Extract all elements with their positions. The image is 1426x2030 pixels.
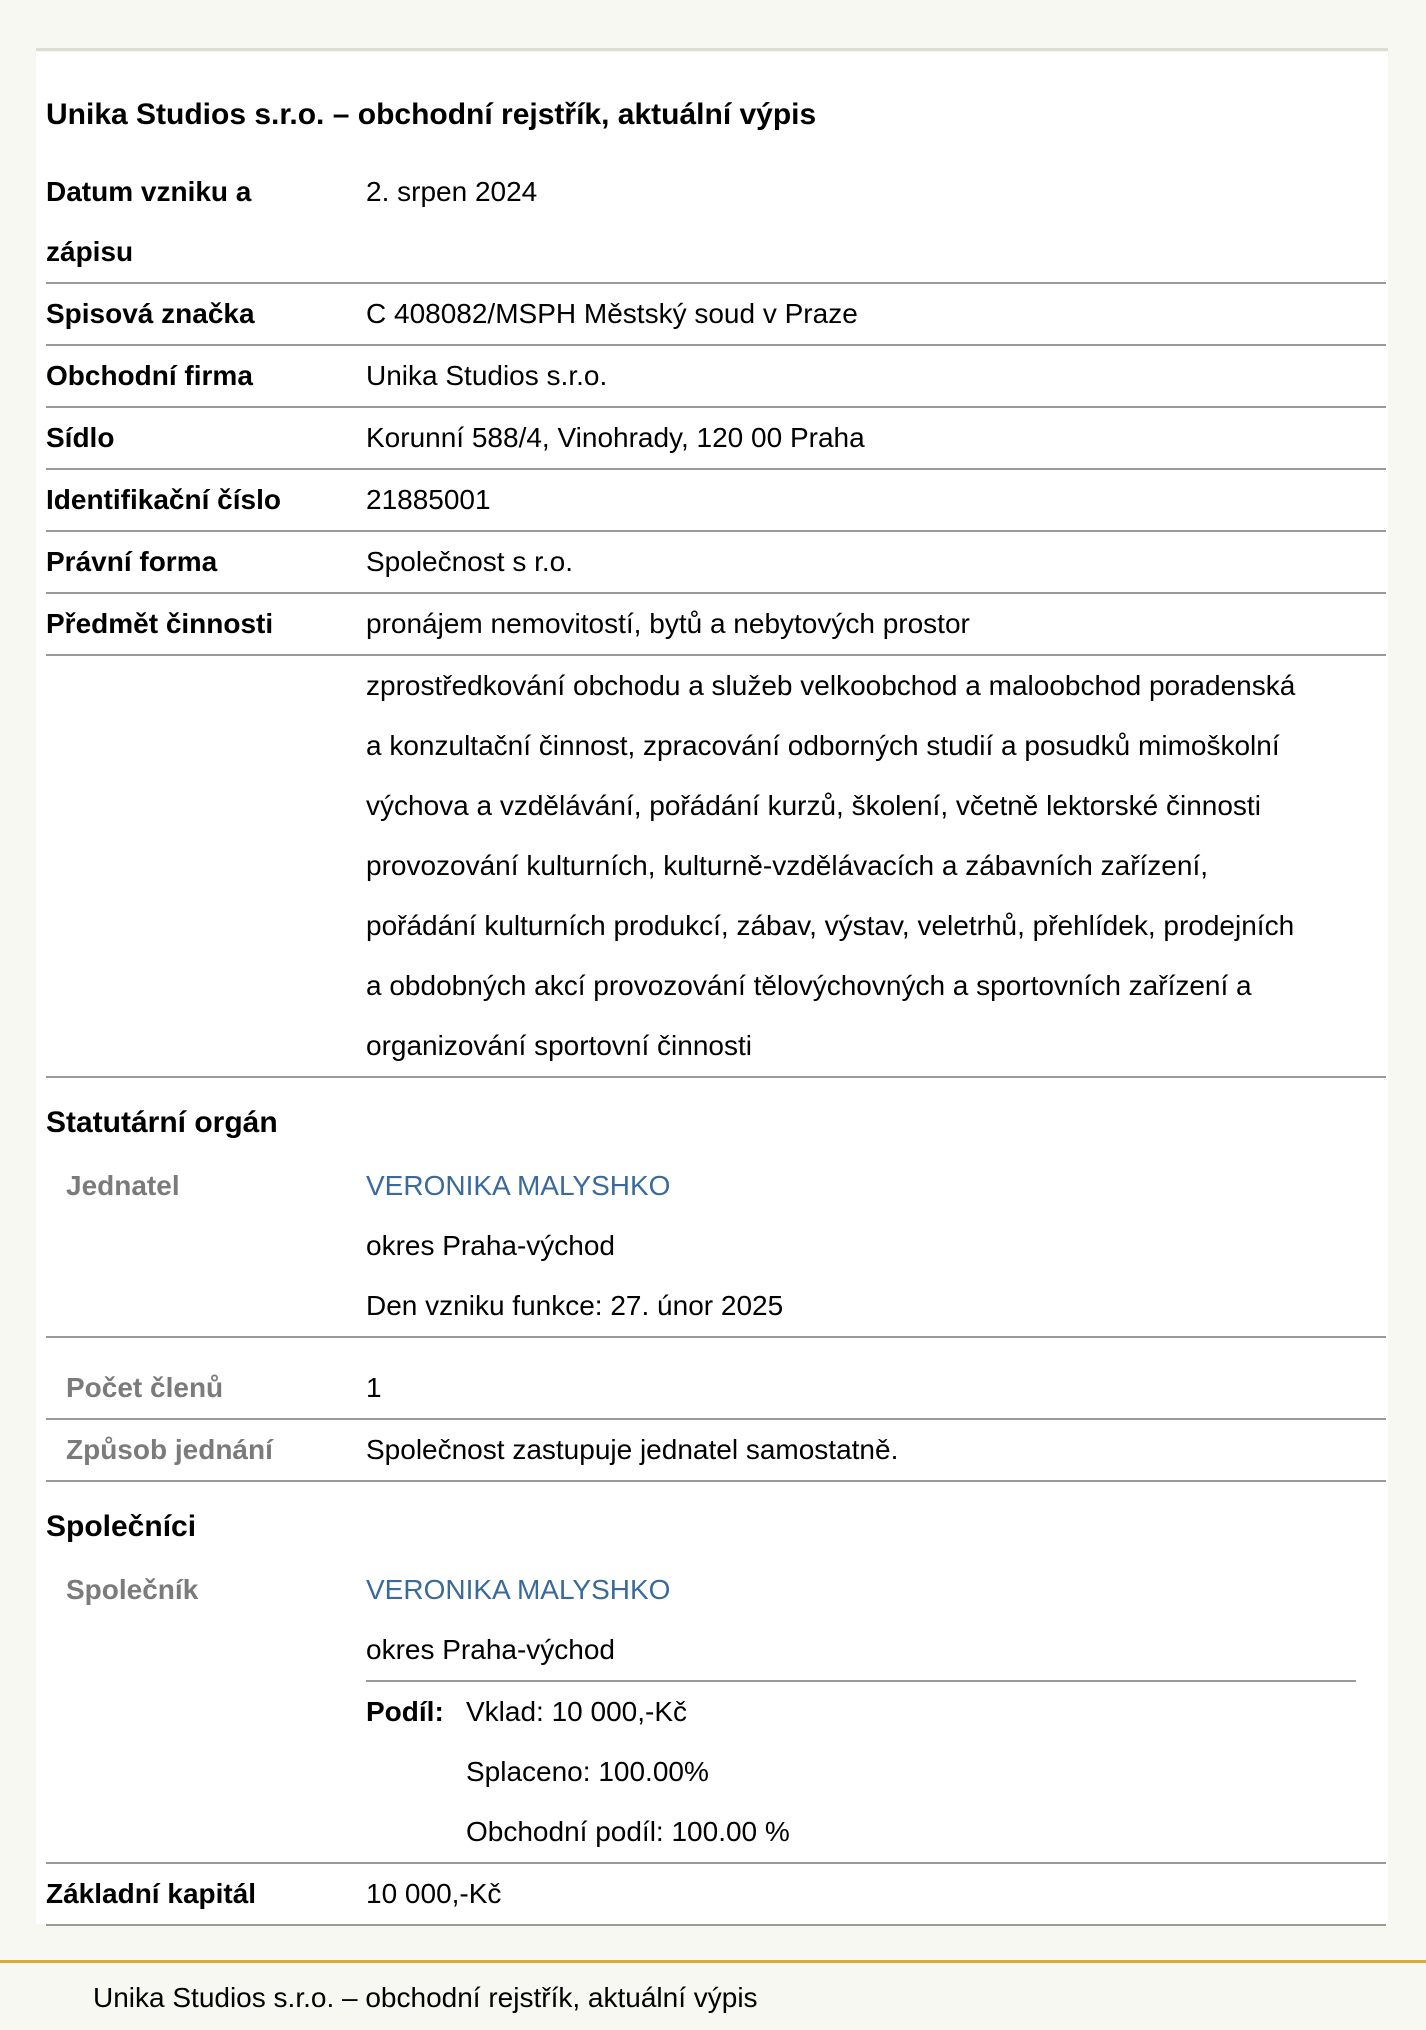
spolecnik-okres: okres Praha-východ bbox=[366, 1634, 616, 1665]
row-sidlo bbox=[46, 408, 1386, 470]
value-jednatel bbox=[366, 1156, 1386, 1336]
predmet-line: pořádání kulturních produkcí, zábav, výstav, veletrhů, přehlídek, prodejních bbox=[366, 910, 1295, 941]
value-datum-vzniku: 2. srpen 2024 bbox=[366, 176, 538, 207]
row-spolecnik bbox=[46, 1560, 1386, 1864]
row-predmet-cinnosti bbox=[46, 594, 1386, 656]
label-identifikacni-cislo: Identifikační číslo bbox=[46, 484, 281, 515]
value-zpusob-jednani: Společnost zastupuje jednatel samostatně. bbox=[366, 1434, 899, 1465]
spolecnik-name-link[interactable]: VERONIKA MALYSHKO bbox=[366, 1574, 671, 1605]
footer-title: Unika Studios s.r.o. – obchodní rejstřík, aktuální výpis bbox=[93, 1982, 758, 2013]
predmet-line: zprostředkování obchodu a služeb velkoobchod a maloobchod poradenská bbox=[366, 670, 1296, 701]
label-pravni-forma: Právní forma bbox=[46, 546, 218, 577]
podil-block bbox=[366, 1680, 1356, 1862]
podil-label: Podíl: bbox=[366, 1696, 444, 1727]
label-jednatel: Jednatel bbox=[66, 1170, 180, 1201]
label-sidlo: Sídlo bbox=[46, 422, 115, 453]
label-spolecnik: Společník bbox=[66, 1574, 199, 1605]
value-spolecnik bbox=[366, 1560, 1386, 1862]
value-sidlo: Korunní 588/4, Vinohrady, 120 00 Praha bbox=[366, 422, 865, 453]
row-datum-vzniku bbox=[46, 162, 1386, 284]
row-spisova-znacka bbox=[46, 284, 1386, 346]
predmet-line: provozování kulturních, kulturně-vzdělávacích a zábavních zařízení, bbox=[366, 850, 1208, 881]
row-zakladni-kapital bbox=[46, 1864, 1386, 1926]
value-spisova-znacka: C 408082/MSPH Městský soud v Praze bbox=[366, 298, 858, 329]
predmet-line: organizování sportovní činnosti bbox=[366, 1030, 752, 1061]
podil-obchodni-podil: Obchodní podíl: 100.00 % bbox=[466, 1816, 790, 1847]
label-datum-vzniku-line1: Datum vzniku a bbox=[46, 176, 252, 207]
section-heading-spolecnici: Společníci bbox=[46, 1510, 197, 1543]
label-empty bbox=[46, 656, 366, 1076]
value-predmet-cinnosti-1: pronájem nemovitostí, bytů a nebytových prostor bbox=[366, 608, 970, 639]
row-identifikacni-cislo bbox=[46, 470, 1386, 532]
predmet-line: a konzultační činnost, zpracování odborných studií a posudků mimoškolní bbox=[366, 730, 1280, 761]
registry-extract-card bbox=[36, 52, 1388, 1924]
top-divider bbox=[36, 48, 1388, 51]
label-zpusob-jednani: Způsob jednání bbox=[66, 1434, 273, 1465]
podil-splaceno: Splaceno: 100.00% bbox=[466, 1756, 709, 1787]
podil-vklad: Vklad: 10 000,-Kč bbox=[466, 1696, 688, 1727]
predmet-line: výchova a vzdělávání, pořádání kurzů, školení, včetně lektorské činnosti bbox=[366, 790, 1261, 821]
row-pocet-clenu bbox=[46, 1358, 1386, 1420]
row-predmet-cinnosti-continued bbox=[46, 656, 1386, 1078]
label-predmet-cinnosti: Předmět činnosti bbox=[46, 608, 274, 639]
section-heading-statutarni-organ: Statutární orgán bbox=[46, 1106, 278, 1139]
row-obchodni-firma bbox=[46, 346, 1386, 408]
label-pocet-clenu: Počet členů bbox=[66, 1372, 224, 1403]
jednatel-den-vzniku-funkce: Den vzniku funkce: 27. únor 2025 bbox=[366, 1290, 784, 1321]
value-identifikacni-cislo: 21885001 bbox=[366, 484, 491, 515]
podil-values bbox=[466, 1682, 790, 1862]
jednatel-okres: okres Praha-východ bbox=[366, 1230, 616, 1261]
value-pravni-forma: Společnost s r.o. bbox=[366, 546, 574, 577]
registry-extract-content bbox=[46, 52, 1386, 1926]
jednatel-name-link[interactable]: VERONIKA MALYSHKO bbox=[366, 1170, 671, 1201]
predmet-line: a obdobných akcí provozování tělovýchovných a sportovních zařízení a bbox=[366, 970, 1252, 1001]
label-zakladni-kapital: Základní kapitál bbox=[46, 1878, 257, 1909]
value-zakladni-kapital: 10 000,-Kč bbox=[366, 1878, 502, 1909]
label-datum-vzniku-line2: zápisu bbox=[46, 236, 134, 267]
value-pocet-clenu: 1 bbox=[366, 1372, 382, 1403]
document-title: Unika Studios s.r.o. – obchodní rejstřík, aktuální výpis bbox=[46, 98, 817, 131]
footer-divider bbox=[0, 1960, 1426, 1963]
label-obchodni-firma: Obchodní firma bbox=[46, 360, 253, 391]
value-obchodni-firma: Unika Studios s.r.o. bbox=[366, 360, 608, 391]
row-zpusob-jednani bbox=[46, 1420, 1386, 1482]
label-spisova-znacka: Spisová značka bbox=[46, 298, 255, 329]
spacer bbox=[46, 1338, 1386, 1358]
value-predmet-cinnosti-2 bbox=[366, 656, 1386, 1076]
row-pravni-forma bbox=[46, 532, 1386, 594]
label-datum-vzniku bbox=[46, 162, 366, 282]
row-jednatel bbox=[46, 1156, 1386, 1338]
